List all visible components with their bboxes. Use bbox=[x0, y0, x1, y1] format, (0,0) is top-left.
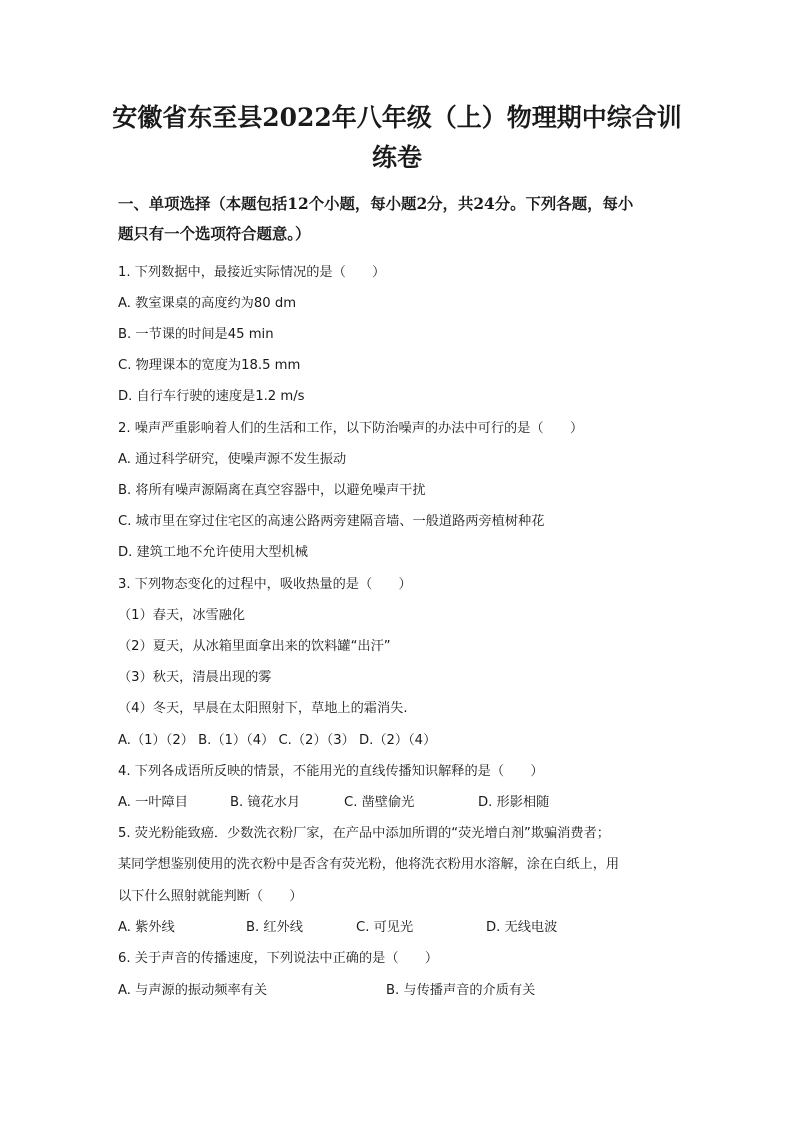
question-5-option-c: C. 可见光 bbox=[356, 920, 414, 935]
question-4-option-d: D. 形影相随 bbox=[478, 795, 550, 810]
question-6-options bbox=[118, 981, 678, 1001]
question-1-option-d: D. 自行车行驶的速度是1.2 m/s bbox=[118, 389, 305, 404]
question-4-option-a: A. 一叶障目 bbox=[118, 795, 188, 810]
question-2-option-c: C. 城市里在穿过住宅区的高速公路两旁建隔音墙、一般道路两旁植树种花 bbox=[118, 514, 545, 529]
question-6-stem: 6. 关于声音的传播速度，下列说法中正确的是（ ） bbox=[118, 951, 439, 966]
question-3-item-1: （1）春天，冰雪融化 bbox=[118, 608, 246, 623]
question-5-option-a: A. 紫外线 bbox=[118, 920, 175, 935]
section-heading-line-2: 题只有一个选项符合题意。） bbox=[118, 225, 311, 243]
question-5-option-d: D. 无线电波 bbox=[486, 920, 558, 935]
question-3-item-2: （2）夏天，从冰箱里面拿出来的饮料罐“出汗” bbox=[118, 639, 391, 654]
question-2-option-b: B. 将所有噪声源隔离在真空容器中，以避免噪声干扰 bbox=[118, 483, 426, 498]
question-2-stem: 2. 噪声严重影响着人们的生活和工作，以下防治噪声的办法中可行的是（ ） bbox=[118, 421, 584, 436]
question-5-options bbox=[118, 918, 678, 938]
question-3-item-3: （3）秋天，清晨出现的雾 bbox=[118, 670, 272, 685]
question-4-options bbox=[118, 793, 678, 813]
question-1-option-c: C. 物理课本的宽度为18.5 mm bbox=[118, 358, 301, 373]
question-5-stem-line-1: 5. 荧光粉能致癌．少数洗衣粉厂家，在产品中添加所谓的“荧光增白剂”欺骗消费者； bbox=[118, 826, 610, 841]
page-title-line-2: 练卷 bbox=[371, 143, 422, 172]
page-title-line-1: 安徽省东至县2022年八年级（上）物理期中综合训 bbox=[112, 103, 682, 132]
question-5-option-b: B. 红外线 bbox=[246, 920, 303, 935]
question-4-stem: 4. 下列各成语所反映的情景，不能用光的直线传播知识解释的是（ ） bbox=[118, 764, 544, 779]
question-6-option-b: B. 与传播声音的介质有关 bbox=[386, 983, 536, 998]
question-1-option-b: B. 一节课的时间是45 min bbox=[118, 327, 274, 342]
question-5-stem-line-3: 以下什么照射就能判断（ ） bbox=[118, 889, 303, 904]
question-1-stem: 1. 下列数据中，最接近实际情况的是（ ） bbox=[118, 265, 386, 280]
question-4-option-c: C. 凿壁偷光 bbox=[344, 795, 415, 810]
question-1-option-a: A. 教室课桌的高度约为80 dm bbox=[118, 296, 297, 311]
question-2-option-a: A. 通过科学研究，使噪声源不发生振动 bbox=[118, 452, 347, 467]
question-3-stem: 3. 下列物态变化的过程中，吸收热量的是（ ） bbox=[118, 577, 412, 592]
question-4-option-b: B. 镜花水月 bbox=[230, 795, 301, 810]
question-3-item-4: （4）冬天，早晨在太阳照射下，草地上的霜消失. bbox=[118, 701, 408, 716]
section-heading-line-1: 一、单项选择（本题包括12个小题，每小题2分，共24分。下列各题，每小 bbox=[118, 195, 634, 213]
question-6-option-a: A. 与声源的振动频率有关 bbox=[118, 983, 268, 998]
question-3-options: A.（1）（2） B.（1）（4） C.（2）（3） D.（2）（4） bbox=[118, 733, 437, 748]
question-5-stem-line-2: 某同学想鉴别使用的洗衣粉中是否含有荧光粉，他将洗衣粉用水溶解，涂在白纸上，用 bbox=[118, 857, 620, 872]
question-2-option-d: D. 建筑工地不允许使用大型机械 bbox=[118, 545, 308, 560]
